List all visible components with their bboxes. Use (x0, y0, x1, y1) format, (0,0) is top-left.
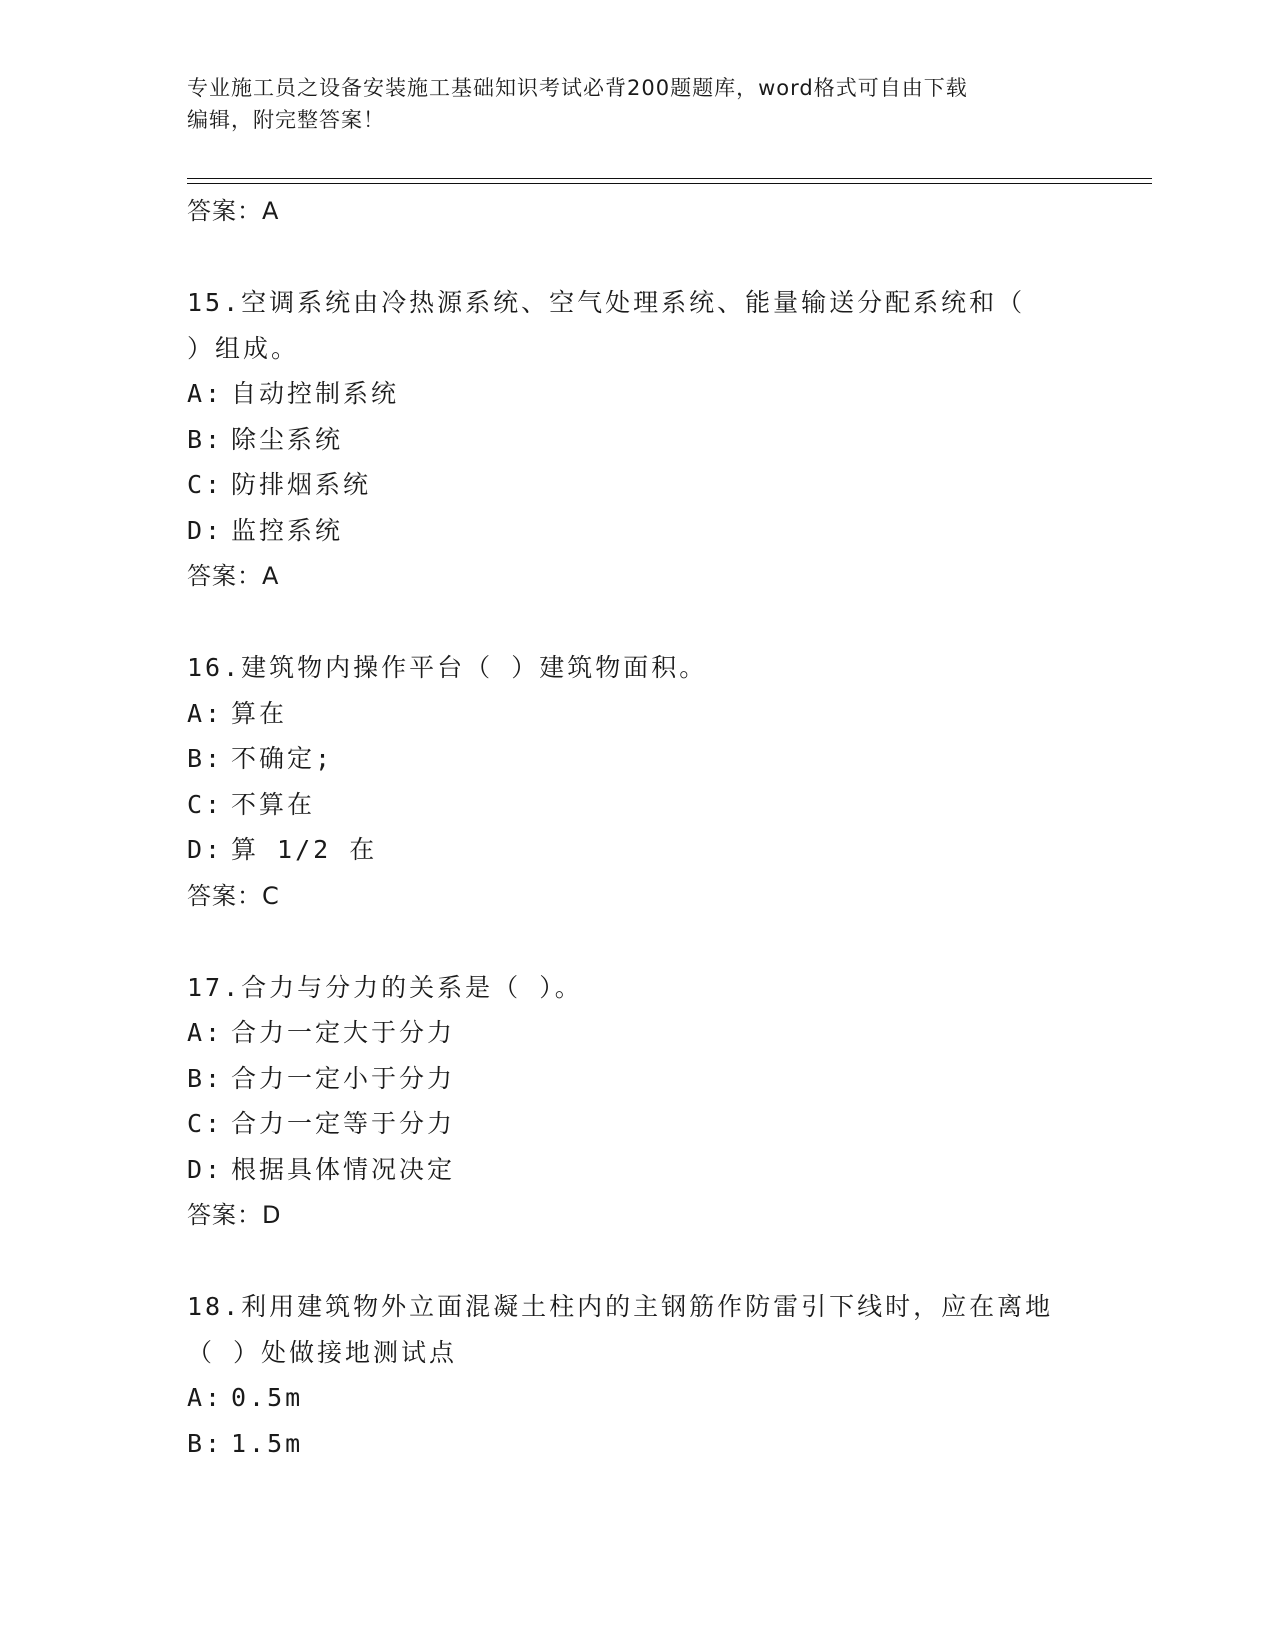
option-d (187, 508, 1087, 554)
option-label: C: (187, 789, 224, 819)
option-label: C: (187, 470, 224, 499)
header-divider-top (187, 178, 1152, 179)
question-15 (187, 280, 1087, 599)
option-text: 合力一定小于分力 (231, 1063, 456, 1093)
option-text: 除尘系统 (231, 424, 344, 454)
option-text: 算在 (231, 698, 288, 728)
option-d (187, 827, 1087, 873)
option-b (187, 417, 1087, 463)
option-text: 自动控制系统 (231, 379, 400, 408)
document-header (187, 72, 1087, 136)
question-16 (187, 645, 1087, 919)
option-label: A: (187, 1018, 224, 1047)
question-18 (187, 1284, 1087, 1466)
option-a (187, 1375, 1087, 1421)
answer-line: 答案：A (187, 562, 280, 590)
question-text: 18.利用建筑物外立面混凝土柱内的主钢筋作防雷引下线时，应在离地 （ ）处做接地测试点 (187, 1292, 1054, 1367)
option-a (187, 1010, 1087, 1056)
option-label: A: (187, 379, 224, 408)
question-text: 16.建筑物内操作平台（ ）建筑物面积。 (187, 653, 708, 682)
question-17 (187, 965, 1087, 1239)
option-text: 不确定; (231, 744, 334, 773)
option-c (187, 782, 1087, 828)
option-label: D: (187, 515, 224, 545)
option-label: C: (187, 1109, 224, 1138)
option-b (187, 736, 1087, 782)
option-b (187, 1421, 1087, 1467)
answer-line: 答案：C (187, 881, 280, 910)
option-text: 算 1/2 在 (231, 835, 378, 864)
option-label: A: (187, 698, 224, 728)
option-c (187, 462, 1087, 508)
header-divider-bottom (187, 183, 1152, 184)
option-label: B: (187, 744, 224, 773)
option-label: B: (187, 1428, 224, 1458)
option-text: 防排烟系统 (231, 470, 372, 499)
option-text: 根据具体情况决定 (231, 1154, 456, 1184)
option-text: 1.5m (231, 1428, 304, 1458)
header-title-line2: 编辑，附完整答案！ (187, 108, 385, 132)
header-title-line1: 专业施工员之设备安装施工基础知识考试必背200题题库，word格式可自由下载 (187, 76, 968, 100)
question-list (187, 188, 1087, 1466)
option-label: D: (187, 835, 224, 864)
option-b (187, 1056, 1087, 1102)
option-text: 不算在 (231, 789, 316, 819)
option-text: 0.5m (231, 1383, 304, 1412)
option-text: 合力一定等于分力 (231, 1109, 456, 1138)
option-d (187, 1147, 1087, 1193)
option-label: D: (187, 1154, 224, 1184)
option-label: B: (187, 424, 224, 454)
option-text: 监控系统 (231, 515, 344, 545)
option-text: 合力一定大于分力 (231, 1018, 456, 1047)
option-c (187, 1101, 1087, 1147)
question-text: 17.合力与分力的关系是（ ）。 (187, 972, 583, 1002)
option-a (187, 691, 1087, 737)
option-a (187, 371, 1087, 417)
option-label: A: (187, 1383, 224, 1412)
option-label: B: (187, 1063, 224, 1093)
answer-line: 答案：D (187, 1201, 282, 1229)
answer-line: 答案：A (187, 197, 280, 225)
question-text: 15.空调系统由冷热源系统、空气处理系统、能量输送分配系统和（ ）组成。 (187, 288, 1026, 363)
